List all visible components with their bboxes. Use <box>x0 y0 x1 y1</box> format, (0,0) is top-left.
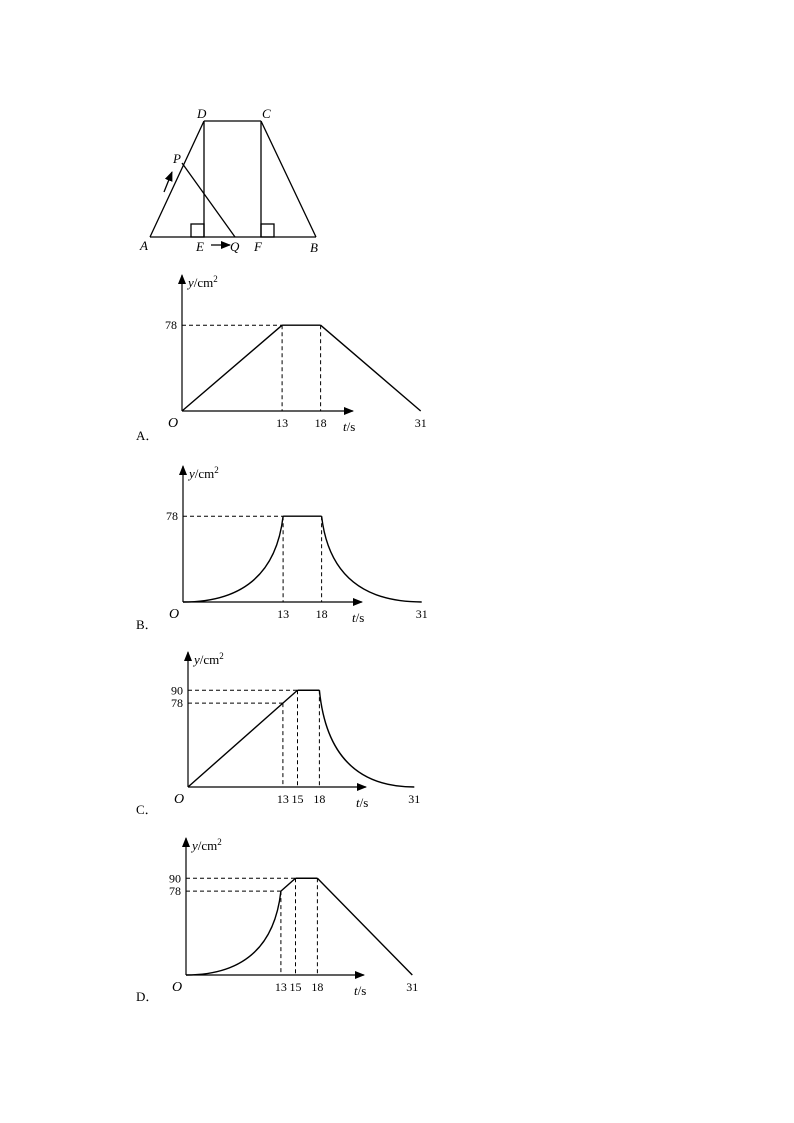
option-b-letter: B． <box>136 617 158 632</box>
graph-segment <box>186 891 281 975</box>
chart-option-2 <box>166 465 428 625</box>
graph-segment <box>321 325 421 411</box>
origin-label: O <box>168 416 179 431</box>
origin-label: O <box>174 792 185 807</box>
option-d-letter: D． <box>136 989 159 1004</box>
answer-charts <box>165 274 428 998</box>
y-tick-label: 78 <box>169 884 181 899</box>
x-tick-label: 13 <box>274 980 287 994</box>
graph-segment <box>183 516 283 602</box>
graph-segment <box>182 325 282 411</box>
option-a-letter: A． <box>136 428 159 443</box>
chart-option-1 <box>165 274 427 434</box>
x-tick-label: 18 <box>315 607 328 621</box>
x-axis-label: t/s <box>356 795 369 810</box>
x-tick-label: 31 <box>414 416 427 430</box>
graph-segment <box>322 516 422 602</box>
x-axis-label: t/s <box>354 983 367 998</box>
x-tick-label: 18 <box>314 416 327 430</box>
y-tick-label: 90 <box>169 871 181 886</box>
graph-segment <box>319 690 414 787</box>
y-tick-label: 78 <box>165 318 177 333</box>
graph-segment <box>281 878 296 891</box>
trapezoid-diagram <box>150 121 316 245</box>
y-tick-label: 78 <box>166 509 178 524</box>
graph-segment <box>283 690 298 703</box>
label-a: A <box>140 238 148 253</box>
x-tick-label: 18 <box>311 980 324 994</box>
x-tick-label: 13 <box>276 416 289 430</box>
chart-option-4 <box>169 837 418 998</box>
label-p: P <box>173 151 181 166</box>
y-tick-label: 90 <box>171 683 183 698</box>
x-tick-label: 18 <box>313 792 326 806</box>
x-axis-label: t/s <box>343 419 356 434</box>
y-axis-label: $y/cm^2$ <box>188 274 218 290</box>
label-c: C <box>262 106 271 121</box>
origin-label: O <box>169 607 180 622</box>
right-angle-e <box>191 224 204 237</box>
x-tick-label: 15 <box>291 792 304 806</box>
x-tick-label: 15 <box>289 980 302 994</box>
label-b: B <box>310 240 318 255</box>
segment-ad <box>150 121 204 237</box>
x-axis-label: t/s <box>352 610 365 625</box>
label-f: F <box>254 239 262 254</box>
segment-pq <box>182 163 235 237</box>
x-tick-label: 31 <box>406 980 419 994</box>
chart-option-3 <box>171 651 420 810</box>
y-axis-label: $y/cm^2$ <box>192 837 222 853</box>
y-axis-label: $y/cm^2$ <box>194 651 224 667</box>
label-q: Q <box>230 239 240 254</box>
arrow-p-motion <box>164 172 172 192</box>
x-tick-label: 13 <box>276 792 289 806</box>
graph-segment <box>188 703 283 787</box>
y-tick-label: 78 <box>171 696 183 711</box>
right-angle-f <box>261 224 274 237</box>
x-tick-label: 31 <box>408 792 421 806</box>
x-tick-label: 13 <box>277 607 290 621</box>
trapezoid-labels <box>139 106 318 255</box>
label-e: E <box>196 239 204 254</box>
x-tick-label: 31 <box>415 607 428 621</box>
origin-label: O <box>172 980 183 995</box>
y-axis-label: $y/cm^2$ <box>189 465 219 481</box>
label-d: D <box>197 106 207 121</box>
graph-segment <box>317 878 412 975</box>
option-c-letter: C． <box>136 802 158 817</box>
segment-cb <box>261 121 316 237</box>
